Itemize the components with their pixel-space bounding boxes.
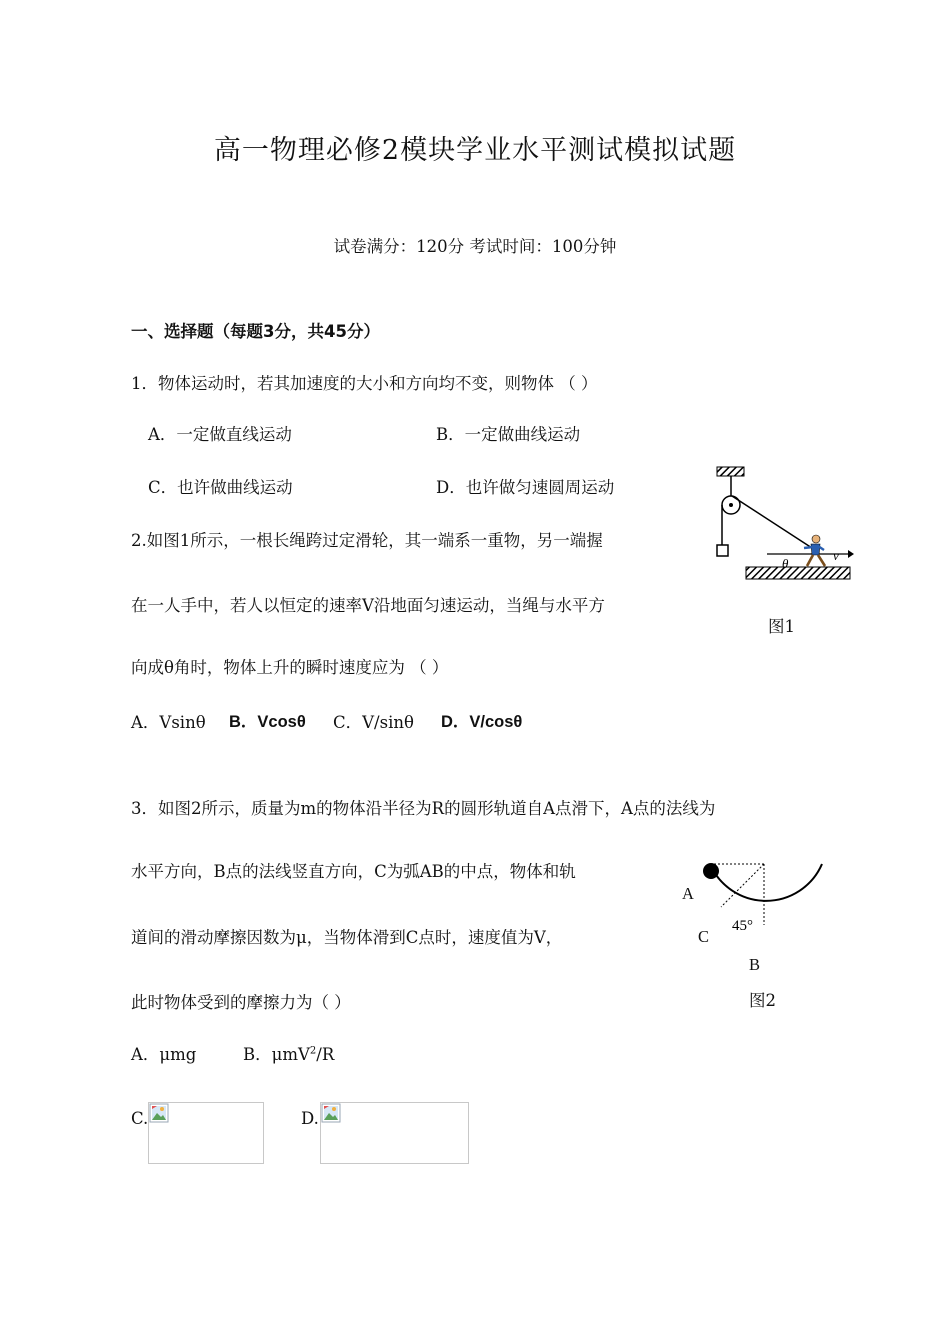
- sliding-object: [703, 863, 719, 879]
- q2-line-2: 在一人手中，若人以恒定的速率V沿地面匀速运动，当绳与水平方: [131, 596, 605, 615]
- ground-surface: [746, 567, 850, 579]
- q2-option-c: C．V/sinθ: [333, 713, 414, 732]
- q3-line-2: 水平方向，B点的法线竖直方向，C为弧AB的中点，物体和轨: [131, 862, 576, 881]
- point-b-label: B: [749, 955, 761, 974]
- q3-line-1: 3．如图2所示，质量为m的物体沿半径为R的圆形轨道自A点滑下，A点的法线为: [131, 799, 716, 818]
- q2-option-b: B．Vcosθ: [229, 713, 306, 731]
- q2-line-1: 2.如图1所示，一根长绳跨过定滑轮，其一端系一重物，另一端握: [131, 531, 603, 550]
- q3-option-d-label: D.: [301, 1109, 319, 1128]
- point-a-label: A: [682, 884, 694, 903]
- figure-2-caption: 图2: [749, 991, 776, 1010]
- q3-option-c-image: [148, 1102, 264, 1164]
- q3-line-3: 道间的滑动摩擦因数为μ，当物体滑到C点时，速度值为V，: [131, 928, 563, 947]
- exam-info: 试卷满分：120分 考试时间：100分钟: [333, 237, 617, 256]
- q3-option-a: A．μmg: [131, 1045, 197, 1064]
- q3-option-c-label: C.: [131, 1109, 149, 1128]
- q3-option-b-exponent: 2: [309, 1045, 317, 1057]
- q2-option-a: A．Vsinθ: [131, 713, 206, 732]
- q3-option-b-rest: /R: [316, 1045, 335, 1064]
- theta-label: θ: [782, 556, 789, 571]
- velocity-arrow-head: [848, 550, 854, 558]
- ceiling-support: [717, 467, 744, 476]
- figure-2-circular-track: [676, 850, 836, 970]
- q3-option-d-image: [320, 1102, 469, 1164]
- person-pulling: [804, 535, 825, 566]
- rope-slanted: [732, 496, 812, 548]
- pulley-axle: [729, 503, 733, 507]
- point-c-label: C: [698, 927, 710, 946]
- q1-option-c: C．也许做曲线运动: [148, 478, 293, 497]
- q1-option-a: A．一定做直线运动: [148, 425, 292, 444]
- figure-1-caption: 图1: [768, 617, 795, 636]
- q2-line-3: 向成θ角时，物体上升的瞬时速度应为 （ ）: [131, 658, 449, 677]
- circular-track-arc: [710, 864, 822, 901]
- q2-option-d: D．V/cosθ: [441, 713, 523, 731]
- q1-stem: 1．物体运动时，若其加速度的大小和方向均不变，则物体 （ ）: [131, 374, 598, 393]
- page-title: 高一物理必修2模块学业水平测试模拟试题: [213, 135, 737, 166]
- section-heading: 一、选择题（每题3分，共45分）: [131, 322, 380, 341]
- figure-1-pulley-diagram: [712, 462, 854, 587]
- q3-option-b-main: B．μmV: [243, 1045, 310, 1064]
- velocity-label: v: [833, 548, 839, 563]
- broken-image-icon: [321, 1103, 341, 1123]
- hanging-weight: [717, 545, 728, 556]
- q1-option-d: D．也许做匀速圆周运动: [436, 478, 615, 497]
- q3-line-4: 此时物体受到的摩擦力为（ ）: [131, 993, 351, 1012]
- q1-option-b: B．一定做曲线运动: [436, 425, 581, 444]
- angle-label: 45°: [732, 918, 753, 934]
- broken-image-icon: [149, 1103, 169, 1123]
- q3-option-b: [243, 1041, 334, 1065]
